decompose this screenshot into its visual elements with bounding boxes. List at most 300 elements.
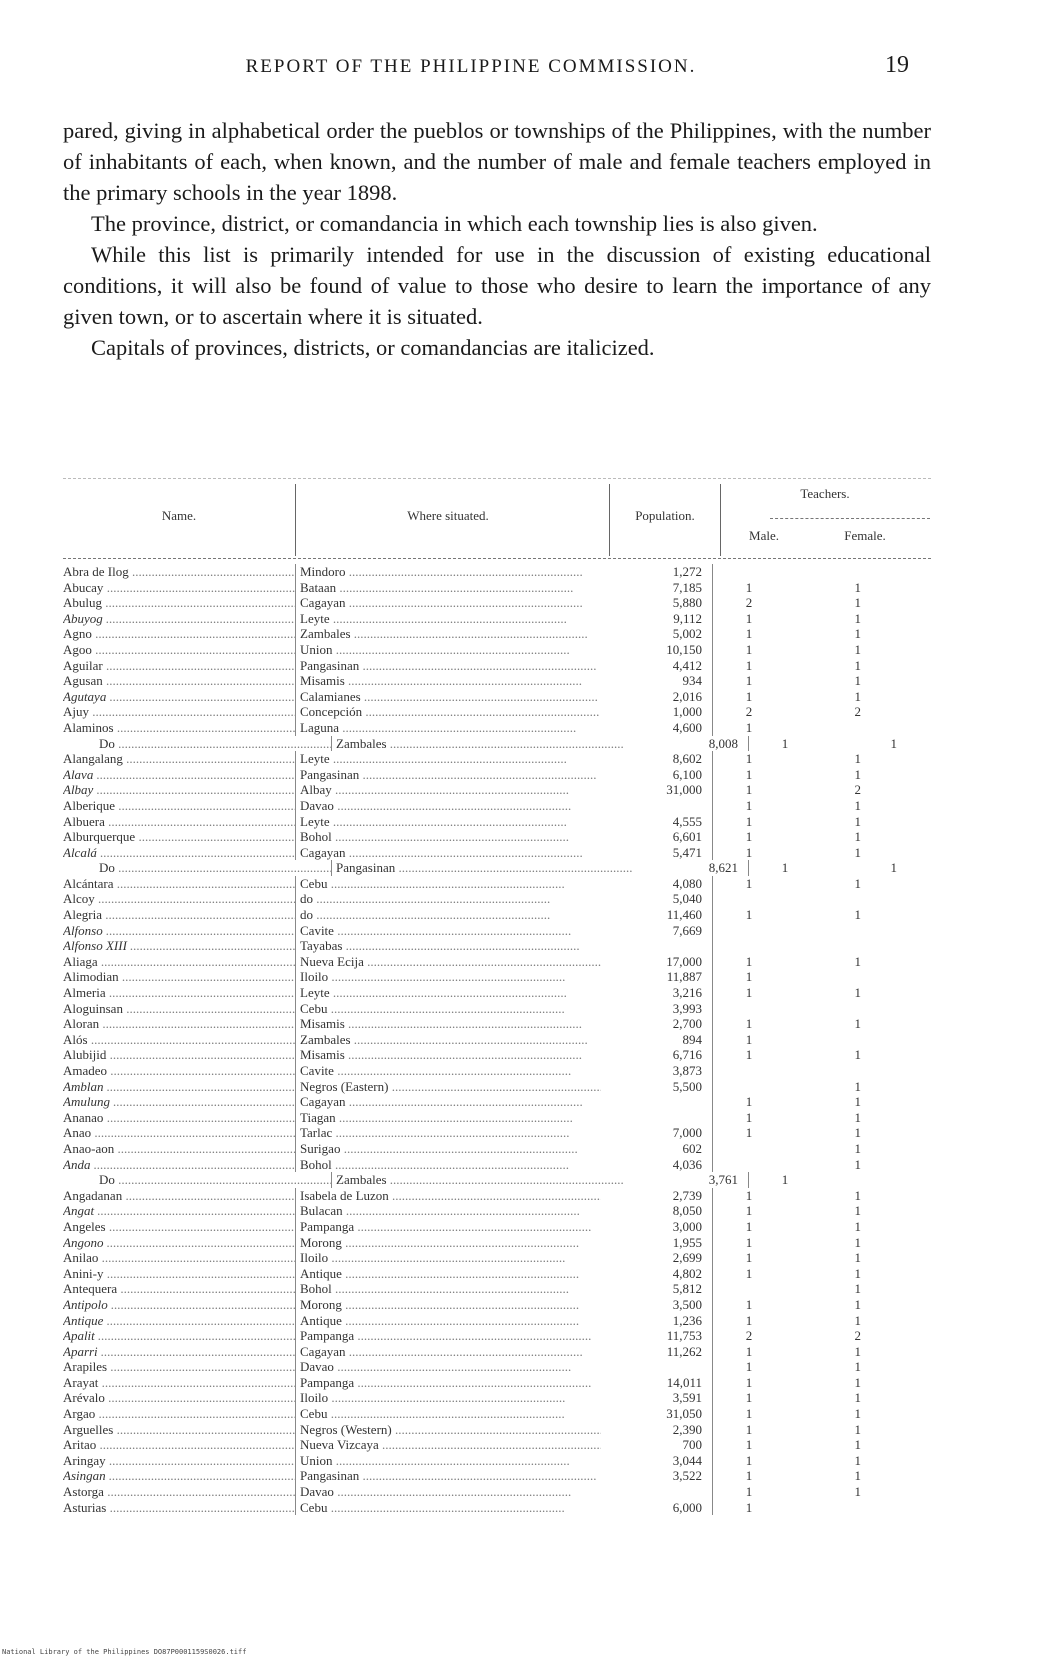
female-teachers-cell: 1	[854, 1078, 861, 1094]
location-cell: Pampanga .....	[295, 1375, 601, 1391]
female-teachers-cell: 1	[854, 673, 861, 689]
location-cell: Cagayan .....	[295, 595, 601, 611]
male-teachers-cell: 1	[745, 813, 753, 829]
location-cell: do .....	[295, 891, 601, 907]
male-teachers-cell: 1	[745, 782, 753, 798]
male-teachers-cell: 1	[745, 579, 753, 595]
male-teachers-cell: 1	[745, 1452, 753, 1468]
township-name: Angat .....	[63, 1203, 295, 1219]
male-teachers-cell: 1	[781, 860, 789, 876]
township-name: Aringay .....	[63, 1453, 295, 1469]
location-cell: Mindoro .....	[295, 564, 601, 580]
male-teachers-cell: 1	[745, 1359, 753, 1375]
population-cell: 31,050	[601, 1406, 713, 1422]
township-name: Albuera .....	[63, 814, 295, 830]
population-cell: 2,739	[601, 1188, 713, 1204]
location-cell: Morong .....	[295, 1297, 601, 1313]
townships-table	[63, 478, 931, 1515]
location-cell: Cebu .....	[295, 1406, 601, 1422]
location-cell: Bohol .....	[295, 1157, 601, 1173]
male-teachers-cell: 1	[745, 1203, 753, 1219]
table-row	[63, 1406, 931, 1422]
female-teachers-cell	[821, 1172, 901, 1188]
location-cell: Morong .....	[295, 1235, 601, 1251]
female-teachers-cell: 1	[854, 1437, 861, 1453]
male-teachers-cell: 1	[745, 673, 753, 689]
male-teachers-cell	[713, 1281, 785, 1297]
male-teachers-cell	[713, 1141, 785, 1157]
table-row	[63, 1344, 931, 1360]
male-teachers-cell: 1	[745, 1031, 753, 1047]
township-name: Arayat .....	[63, 1375, 295, 1391]
location-cell: Cagayan .....	[295, 845, 601, 861]
female-teachers-cell	[785, 938, 865, 954]
township-name: Abulug .....	[63, 595, 295, 611]
female-teachers-cell: 1	[854, 766, 861, 782]
table-row	[63, 626, 931, 642]
location-cell: Misamis .....	[295, 1016, 601, 1032]
population-cell: 4,412	[601, 658, 713, 674]
female-teachers-cell: 1	[854, 1156, 861, 1172]
table-row	[63, 1437, 931, 1453]
male-teachers-cell: 1	[745, 751, 753, 767]
township-name: Asturias .....	[63, 1500, 295, 1516]
female-teachers-cell	[785, 1500, 865, 1516]
population-cell: 6,100	[601, 767, 713, 783]
male-teachers-cell: 1	[745, 1016, 753, 1032]
township-name: Amulung .....	[63, 1094, 295, 1110]
female-teachers-cell: 1	[854, 610, 861, 626]
township-name: Albay .....	[63, 782, 295, 798]
township-name: Alangalang .....	[63, 751, 295, 767]
female-teachers-cell: 1	[854, 1016, 861, 1032]
table-row	[63, 1001, 931, 1017]
table-row	[63, 798, 931, 814]
table-row	[63, 611, 931, 627]
female-teachers-cell: 1	[854, 1281, 861, 1297]
location-cell: Iloilo .....	[295, 1250, 601, 1266]
population-cell: 3,591	[601, 1390, 713, 1406]
population-cell: 1,236	[601, 1313, 713, 1329]
table-row	[63, 969, 931, 985]
location-cell: Cebu .....	[295, 1001, 601, 1017]
table-row	[63, 1125, 931, 1141]
table-row	[63, 845, 931, 861]
male-teachers-cell: 1	[745, 641, 753, 657]
location-cell: Iloilo .....	[295, 1390, 601, 1406]
township-name: Aritao .....	[63, 1437, 295, 1453]
township-name: Apalit .....	[63, 1328, 295, 1344]
township-name: Aloguinsan .....	[63, 1001, 295, 1017]
township-name: Agno .....	[63, 626, 295, 642]
township-name: Anda .....	[63, 1157, 295, 1173]
header-top-rule	[63, 478, 931, 479]
population-cell: 3,500	[601, 1297, 713, 1313]
township-name: Aloran .....	[63, 1016, 295, 1032]
table-row	[63, 829, 931, 845]
female-teachers-cell: 1	[854, 1250, 861, 1266]
population-cell: 5,002	[601, 626, 713, 642]
male-teachers-cell: 1	[745, 797, 753, 813]
population-cell	[601, 798, 713, 814]
township-name: Abra de Ilog .....	[63, 564, 295, 580]
population-cell: 602	[601, 1141, 713, 1157]
female-teachers-cell: 1	[854, 813, 861, 829]
township-name: Agoo .....	[63, 642, 295, 658]
township-name: Alaminos .....	[63, 720, 295, 736]
population-cell: 14,011	[601, 1375, 713, 1391]
female-teachers-cell: 1	[854, 1484, 861, 1500]
male-teachers-cell	[713, 1157, 785, 1173]
location-cell: do .....	[295, 907, 601, 923]
population-cell: 6,716	[601, 1047, 713, 1063]
table-row	[63, 1422, 931, 1438]
location-cell: Antique .....	[295, 1313, 601, 1329]
township-name: Almeria .....	[63, 985, 295, 1001]
population-cell: 8,621	[637, 860, 749, 876]
township-name: Antipolo .....	[63, 1297, 295, 1313]
population-cell: 8,050	[601, 1203, 713, 1219]
township-name: Abuyog .....	[63, 611, 295, 627]
location-cell: Iloilo .....	[295, 969, 601, 985]
location-cell: Pangasinan .....	[295, 1468, 601, 1484]
table-row	[63, 1141, 931, 1157]
township-name: Argao .....	[63, 1406, 295, 1422]
female-teachers-cell: 1	[854, 1125, 861, 1141]
male-teachers-cell	[713, 923, 785, 939]
female-teachers-cell: 1	[854, 1468, 861, 1484]
header-female: Female.	[844, 528, 886, 543]
page-number: 19	[885, 52, 909, 78]
female-teachers-cell	[785, 1032, 865, 1048]
male-teachers-cell: 1	[745, 626, 753, 642]
scan-footer: National Library of the Philippines DO87P0001159S0026.tiff	[2, 1648, 247, 1656]
township-name: Anini-y .....	[63, 1266, 295, 1282]
township-name: Abucay .....	[63, 580, 295, 596]
population-cell: 17,000	[601, 954, 713, 970]
population-cell	[601, 1094, 713, 1110]
population-cell: 700	[601, 1437, 713, 1453]
population-cell: 2,700	[601, 1016, 713, 1032]
female-teachers-cell: 1	[854, 1109, 861, 1125]
female-teachers-cell: 1	[890, 860, 897, 876]
male-teachers-cell: 2	[745, 704, 753, 720]
intro-text	[63, 115, 931, 363]
population-cell: 4,080	[601, 876, 713, 892]
location-cell: Tarlac .....	[295, 1125, 601, 1141]
male-teachers-cell: 2	[745, 1328, 753, 1344]
township-name: Angadanan .....	[63, 1188, 295, 1204]
table-row	[63, 1219, 931, 1235]
male-teachers-cell: 1	[745, 907, 753, 923]
township-name: Angono .....	[63, 1235, 295, 1251]
location-cell: Cebu .....	[295, 876, 601, 892]
female-teachers-cell: 1	[854, 1265, 861, 1281]
table-row	[63, 1157, 931, 1173]
female-teachers-cell: 1	[854, 1390, 861, 1406]
intro-paragraph-2: The province, district, or comandancia in which each township lies is also given.	[91, 211, 818, 236]
location-cell: Zambales .....	[295, 626, 601, 642]
township-name: Alcalá .....	[63, 845, 295, 861]
table-row	[63, 1063, 931, 1079]
township-name: Asingan .....	[63, 1468, 295, 1484]
township-name: Astorga .....	[63, 1484, 295, 1500]
township-name: Alava .....	[63, 767, 295, 783]
female-teachers-cell: 1	[890, 735, 897, 751]
intro-paragraph-4: Capitals of provinces, districts, or comandancias are italicized.	[91, 335, 655, 360]
male-teachers-cell: 1	[745, 1234, 753, 1250]
table-row	[63, 907, 931, 923]
township-name: Agutaya .....	[63, 689, 295, 705]
township-name: Antequera .....	[63, 1281, 295, 1297]
female-teachers-cell: 1	[854, 1047, 861, 1063]
population-cell	[601, 1484, 713, 1500]
population-cell: 4,600	[601, 720, 713, 736]
location-cell: Negros (Eastern) .....	[295, 1079, 601, 1095]
male-teachers-cell: 1	[745, 688, 753, 704]
male-teachers-cell: 1	[745, 1265, 753, 1281]
population-cell: 2,699	[601, 1250, 713, 1266]
female-teachers-cell: 1	[854, 1406, 861, 1422]
female-teachers-cell: 1	[854, 1421, 861, 1437]
male-teachers-cell	[713, 891, 785, 907]
female-teachers-cell: 1	[854, 1452, 861, 1468]
table-row	[63, 1468, 931, 1484]
male-teachers-cell: 1	[745, 953, 753, 969]
table-row	[63, 985, 931, 1001]
male-teachers-cell: 1	[745, 1421, 753, 1437]
female-teachers-cell: 1	[854, 829, 861, 845]
township-name: Ananao .....	[63, 1110, 295, 1126]
population-cell: 9,112	[601, 611, 713, 627]
table-row	[63, 580, 931, 596]
location-cell: Isabela de Luzon .....	[295, 1188, 601, 1204]
table-row	[63, 642, 931, 658]
township-name: Alburquerque .....	[63, 829, 295, 845]
table-row	[63, 814, 931, 830]
location-cell: Cagayan .....	[295, 1094, 601, 1110]
township-name: Do .....	[63, 860, 331, 876]
male-teachers-cell	[713, 564, 785, 580]
location-cell: Bulacan .....	[295, 1203, 601, 1219]
population-cell: 5,040	[601, 891, 713, 907]
location-cell: Davao .....	[295, 1359, 601, 1375]
header-male: Male.	[749, 528, 779, 543]
male-teachers-cell	[713, 1079, 785, 1095]
table-row	[63, 1250, 931, 1266]
location-cell: Antique .....	[295, 1266, 601, 1282]
population-cell: 7,000	[601, 1125, 713, 1141]
location-cell: Cebu .....	[295, 1500, 601, 1516]
population-cell: 5,500	[601, 1079, 713, 1095]
population-cell: 11,887	[601, 969, 713, 985]
male-teachers-cell: 1	[745, 1406, 753, 1422]
table-row	[63, 1297, 931, 1313]
male-teachers-cell: 1	[745, 1047, 753, 1063]
township-name: Arévalo .....	[63, 1390, 295, 1406]
female-teachers-cell: 1	[854, 657, 861, 673]
table-row	[63, 1032, 931, 1048]
table-row	[63, 1313, 931, 1329]
male-teachers-cell: 1	[745, 969, 753, 985]
population-cell: 3,044	[601, 1453, 713, 1469]
location-cell: Davao .....	[295, 1484, 601, 1500]
population-cell: 1,272	[601, 564, 713, 580]
male-teachers-cell: 1	[745, 1312, 753, 1328]
table-row	[63, 1281, 931, 1297]
township-name: Alfonso XIII .....	[63, 938, 295, 954]
table-row	[63, 658, 931, 674]
female-teachers-cell	[785, 923, 865, 939]
township-name: Arguelles .....	[63, 1422, 295, 1438]
female-teachers-cell: 1	[854, 1140, 861, 1156]
location-cell: Leyte .....	[295, 814, 601, 830]
table-row	[63, 1172, 931, 1188]
township-name: Alimodian .....	[63, 969, 295, 985]
population-cell: 7,669	[601, 923, 713, 939]
table-row	[63, 1110, 931, 1126]
intro-paragraph-1: pared, giving in alphabetical order the pueblos or townships of the Philippines, with the number of inhabitants of each, when known, and the number of male and female teachers employed in the primary schools in the year 1898.	[63, 118, 931, 205]
female-teachers-cell: 1	[854, 1343, 861, 1359]
table-row	[63, 564, 931, 580]
male-teachers-cell: 1	[745, 1109, 753, 1125]
township-name: Ajuy .....	[63, 704, 295, 720]
male-teachers-cell: 1	[745, 844, 753, 860]
table-row	[63, 1016, 931, 1032]
intro-paragraph-3: While this list is primarily intended for use in the discussion of existing educational conditions, it will also be found of value to those who desire to learn the importance of any given town, or to ascertain where it is situated.	[63, 242, 931, 329]
male-teachers-cell: 1	[781, 1172, 789, 1188]
location-cell: Misamis .....	[295, 673, 601, 689]
teachers-rule	[770, 518, 930, 519]
female-teachers-cell: 1	[854, 1218, 861, 1234]
location-cell: Pampanga .....	[295, 1328, 601, 1344]
township-name: Amadeo .....	[63, 1063, 295, 1079]
township-name: Amblan .....	[63, 1079, 295, 1095]
location-cell: Bohol .....	[295, 1281, 601, 1297]
male-teachers-cell: 1	[745, 1468, 753, 1484]
male-teachers-cell: 1	[745, 766, 753, 782]
location-cell: Misamis .....	[295, 1047, 601, 1063]
population-cell: 3,873	[601, 1063, 713, 1079]
table-row	[63, 860, 931, 876]
female-teachers-cell: 1	[854, 953, 861, 969]
location-cell: Albay .....	[295, 782, 601, 798]
location-cell: Zambales .....	[331, 736, 637, 752]
population-cell: 3,522	[601, 1468, 713, 1484]
population-cell: 10,150	[601, 642, 713, 658]
table-row	[63, 1453, 931, 1469]
female-teachers-cell: 1	[854, 1187, 861, 1203]
table-row	[63, 736, 931, 752]
header-where: Where situated.	[407, 508, 489, 523]
header-name: Name.	[161, 508, 197, 523]
location-cell: Davao .....	[295, 798, 601, 814]
male-teachers-cell: 1	[745, 1218, 753, 1234]
location-cell: Bataan .....	[295, 580, 601, 596]
male-teachers-cell: 1	[745, 1187, 753, 1203]
location-cell: Union .....	[295, 642, 601, 658]
female-teachers-cell: 1	[854, 688, 861, 704]
female-teachers-cell: 2	[854, 782, 861, 798]
table-row	[63, 1500, 931, 1516]
location-cell: Calamianes .....	[295, 689, 601, 705]
population-cell	[601, 938, 713, 954]
male-teachers-cell: 1	[745, 719, 753, 735]
female-teachers-cell: 1	[854, 1374, 861, 1390]
table-row	[63, 767, 931, 783]
population-cell: 6,000	[601, 1500, 713, 1516]
male-teachers-cell: 1	[745, 875, 753, 891]
table-row	[63, 1203, 931, 1219]
female-teachers-cell	[785, 1001, 865, 1017]
table-row	[63, 595, 931, 611]
table-row	[63, 1188, 931, 1204]
female-teachers-cell: 2	[854, 1328, 861, 1344]
table-row	[63, 923, 931, 939]
location-cell: Tayabas .....	[295, 938, 601, 954]
location-cell: Zambales .....	[331, 1172, 637, 1188]
township-name: Anao-aon .....	[63, 1141, 295, 1157]
location-cell: Negros (Western) .....	[295, 1422, 601, 1438]
male-teachers-cell: 1	[745, 1484, 753, 1500]
male-teachers-cell	[713, 938, 785, 954]
location-cell: Union .....	[295, 1453, 601, 1469]
male-teachers-cell: 1	[745, 1125, 753, 1141]
male-teachers-cell	[713, 1001, 785, 1017]
female-teachers-cell: 1	[854, 1203, 861, 1219]
male-teachers-cell: 1	[745, 1374, 753, 1390]
female-teachers-cell	[785, 891, 865, 907]
male-teachers-cell: 1	[745, 610, 753, 626]
table-row	[63, 673, 931, 689]
township-name: Agusan .....	[63, 673, 295, 689]
township-name: Anilao .....	[63, 1250, 295, 1266]
header-bottom-rule	[63, 558, 931, 559]
township-name: Alberique .....	[63, 798, 295, 814]
table-row	[63, 689, 931, 705]
township-name: Do .....	[63, 736, 331, 752]
population-cell: 5,471	[601, 845, 713, 861]
table-row	[63, 891, 931, 907]
female-teachers-cell: 1	[854, 797, 861, 813]
township-name: Alfonso .....	[63, 923, 295, 939]
female-teachers-cell: 1	[854, 1234, 861, 1250]
male-teachers-cell: 1	[745, 1296, 753, 1312]
male-teachers-cell: 1	[745, 1437, 753, 1453]
table-row	[63, 938, 931, 954]
female-teachers-cell: 1	[854, 907, 861, 923]
table-row	[63, 1079, 931, 1095]
township-name: Alcántara .....	[63, 876, 295, 892]
table-row	[63, 720, 931, 736]
table-row	[63, 1047, 931, 1063]
location-cell: Cavite .....	[295, 1063, 601, 1079]
population-cell: 3,216	[601, 985, 713, 1001]
table-row	[63, 876, 931, 892]
location-cell: Pangasinan .....	[295, 658, 601, 674]
township-name: Aguilar .....	[63, 658, 295, 674]
male-teachers-cell: 1	[745, 1094, 753, 1110]
population-cell: 11,460	[601, 907, 713, 923]
township-name: Alós .....	[63, 1032, 295, 1048]
header-teachers: Teachers.	[800, 486, 850, 501]
table-row	[63, 1266, 931, 1282]
female-teachers-cell: 1	[854, 641, 861, 657]
township-name: Antique .....	[63, 1313, 295, 1329]
location-cell: Tiagan .....	[295, 1110, 601, 1126]
location-cell: Cagayan .....	[295, 1344, 601, 1360]
male-teachers-cell: 1	[745, 1499, 753, 1515]
